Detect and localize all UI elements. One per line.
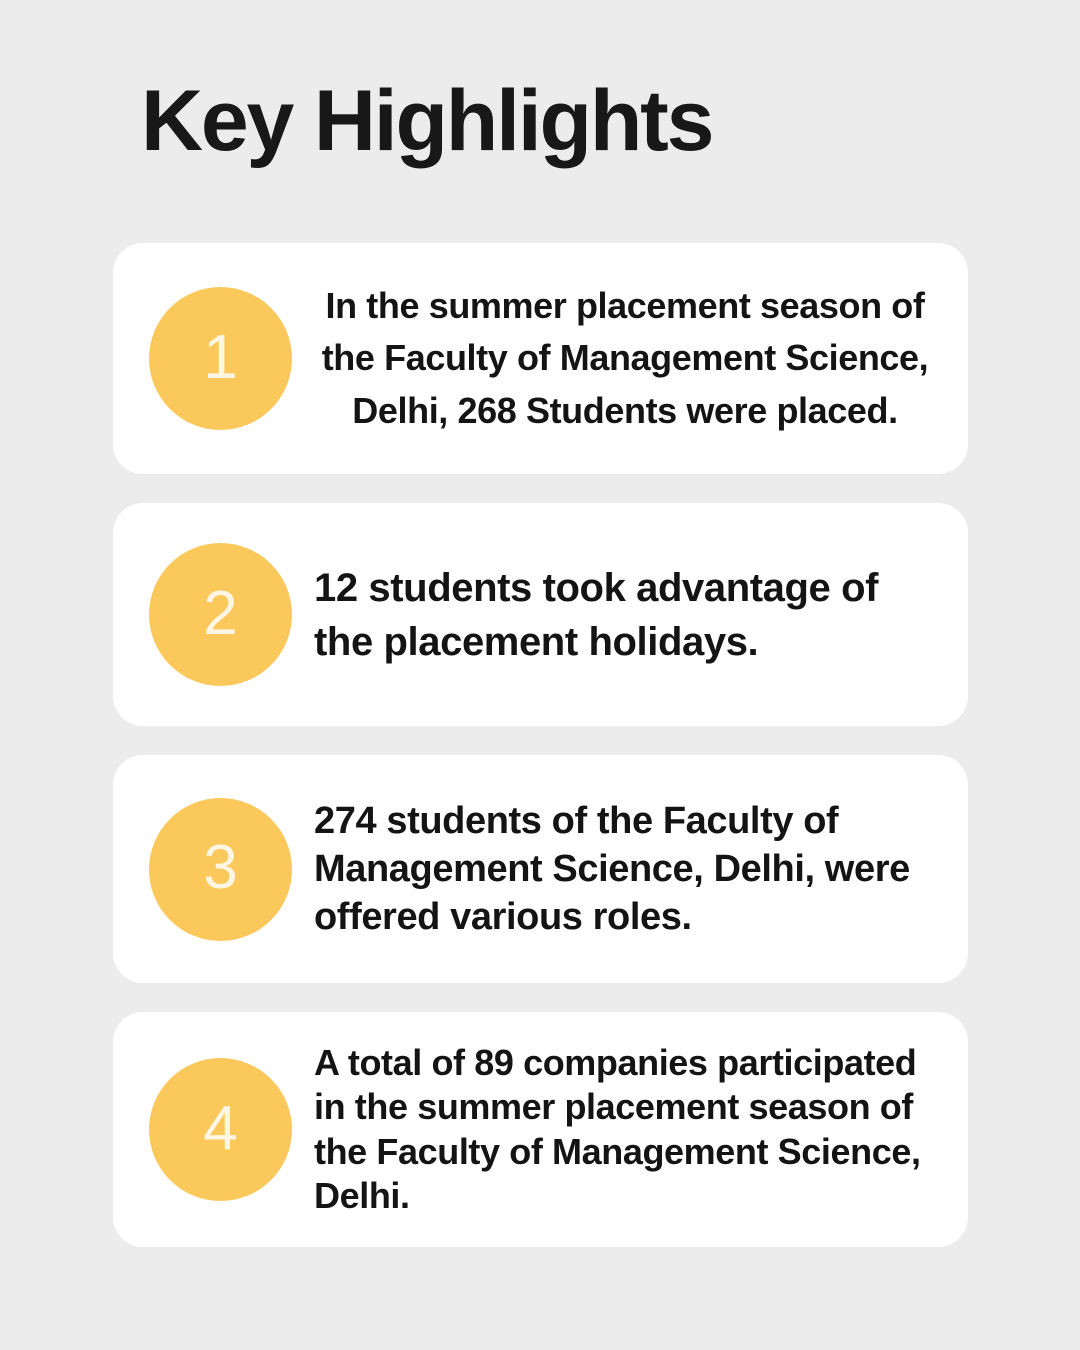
highlight-card-2 [113, 503, 968, 726]
highlight-number-badge-4 [149, 1058, 292, 1201]
page-title: Key Highlights [141, 73, 713, 169]
highlight-number-badge-2 [149, 543, 292, 686]
highlight-number-badge-3 [149, 798, 292, 941]
page-title-container [141, 73, 961, 169]
highlight-number-2: 2 [203, 578, 238, 648]
highlights-list [113, 243, 968, 1247]
highlight-text-1: In the summer placement season of the Faculty of Management Science, Delhi, 268 Students were placed. [321, 285, 929, 431]
highlight-text-2: 12 students took advantage of the placement holidays. [314, 565, 879, 664]
highlight-card-1 [113, 243, 968, 474]
highlight-number-badge-1 [149, 287, 292, 430]
highlight-number-4: 4 [203, 1093, 238, 1163]
highlight-number-3: 3 [203, 833, 238, 902]
highlight-number-1: 1 [203, 322, 238, 392]
highlight-text-4: A total of 89 companies participated in the summer placement season of the Faculty of Management Science, Delhi. [314, 1041, 921, 1216]
highlight-text-3: 274 students of the Faculty of Management Science, Delhi, were offered various roles. [314, 799, 910, 939]
highlight-card-4 [113, 1012, 968, 1247]
highlight-card-3 [113, 755, 968, 983]
